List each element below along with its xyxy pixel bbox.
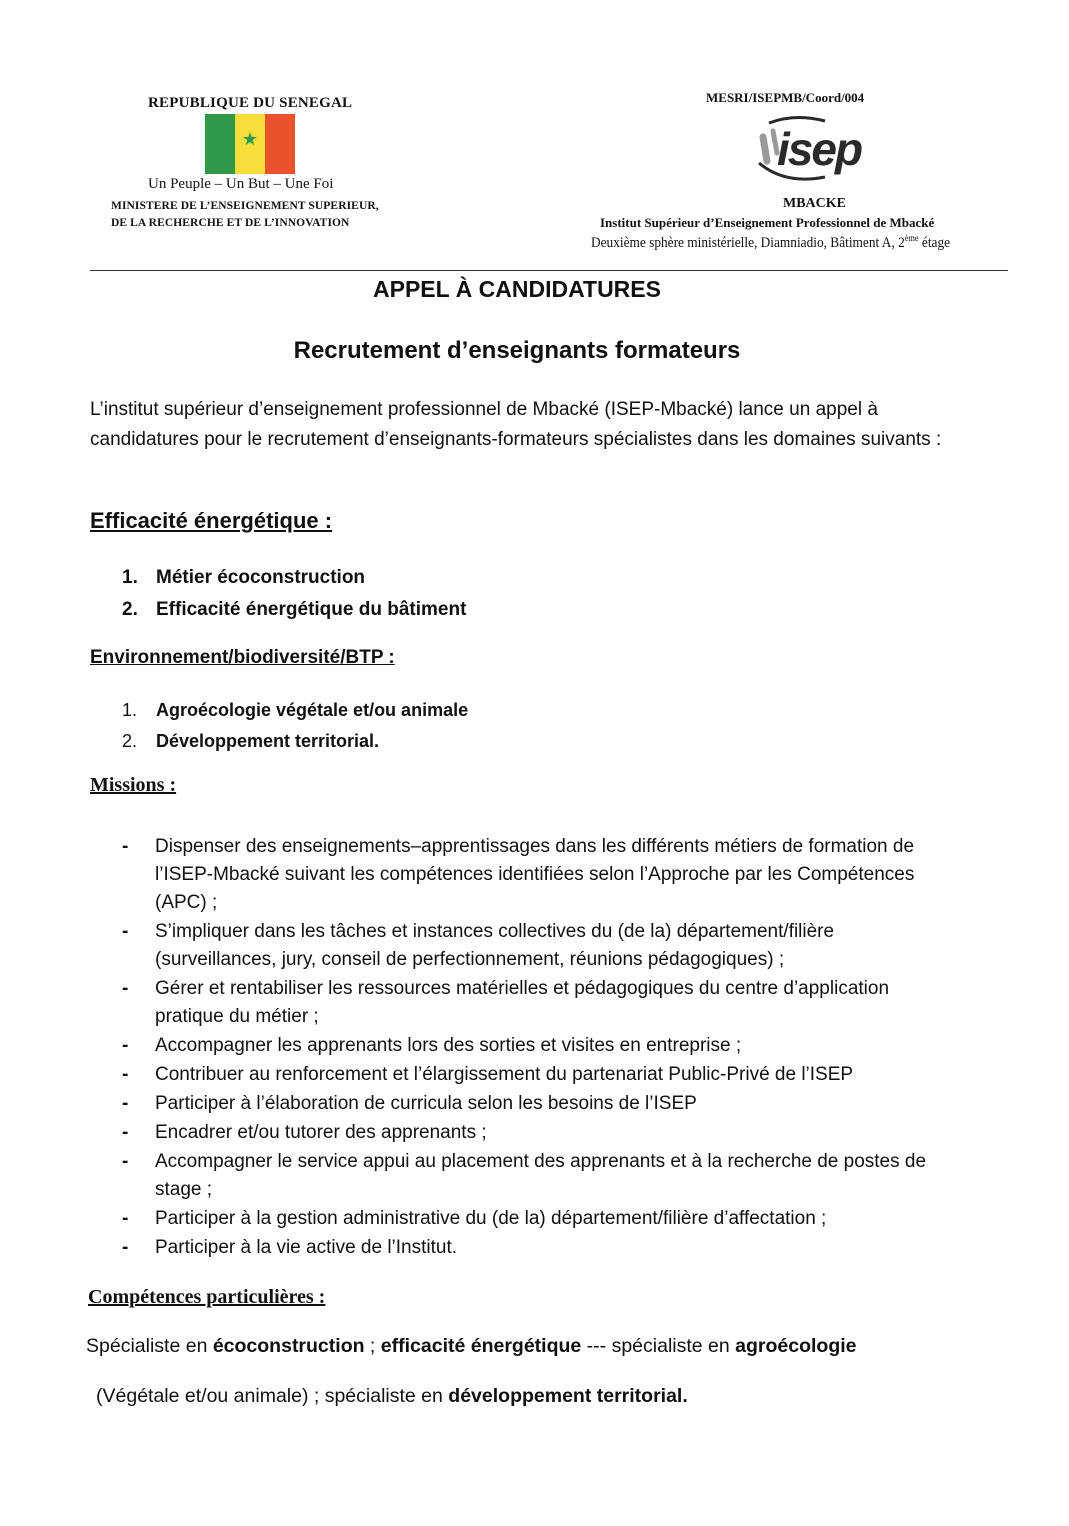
bullet: -	[122, 836, 129, 857]
competences-line-1	[86, 1335, 857, 1358]
item-text: Efficacité énergétique du bâtiment	[156, 599, 467, 620]
list-item	[122, 562, 466, 594]
bullet: -	[122, 1064, 129, 1085]
page-subtitle: Recrutement d’enseignants formateurs	[293, 337, 741, 364]
ministry-line-1: MINISTERE DE L’ENSEIGNEMENT SUPERIEUR,	[111, 200, 379, 212]
institute-address	[591, 233, 950, 252]
list-item	[122, 1061, 952, 1089]
item-text: S’impliquer dans les tâches et instances collectives du (de la) département/filière (surveillances, jury, conseil de perfectionnement, réunions pédagogiques) ;	[155, 921, 835, 970]
item-text: Accompagner les apprenants lors des sorties et visites en entreprise ;	[155, 1035, 742, 1056]
bullet: -	[122, 1151, 129, 1172]
list-item	[122, 695, 468, 726]
bullet: -	[122, 978, 129, 999]
bullet: -	[122, 1122, 129, 1143]
isep-logo	[755, 115, 875, 187]
isep-logo-text: isep	[777, 123, 862, 175]
item-number: 2.	[122, 731, 138, 751]
flag-yellow-band	[235, 114, 265, 174]
item-text: Contribuer au renforcement et l’élargissement du partenariat Public-Privé de l’ISEP	[155, 1064, 854, 1085]
list-item	[122, 833, 952, 917]
ministry-name	[111, 198, 379, 232]
text-segment: efficacité énergétique	[380, 1335, 582, 1357]
institute-city: MBACKE	[783, 196, 846, 211]
item-text: Encadrer et/ou tutorer des apprenants ;	[155, 1122, 487, 1143]
intro-paragraph: L’institut supérieur d’enseignement professionnel de Mbacké (ISEP-Mbacké) lance un appel à candidatures pour le recrutement d’enseignants-formateurs spécialistes dans les domaines suivants :	[90, 399, 942, 450]
text-segment: développement territorial.	[448, 1385, 688, 1407]
environnement-list	[122, 695, 468, 757]
text-segment: écoconstruction	[212, 1335, 365, 1357]
list-item	[122, 918, 952, 974]
item-text: Participer à la gestion administrative du (de la) département/filière d’affectation ;	[155, 1208, 827, 1229]
list-item	[122, 1090, 952, 1118]
missions-list	[122, 833, 952, 1263]
heading-missions: Missions :	[90, 774, 177, 796]
national-motto: Un Peuple – Un But – Une Foi	[148, 176, 334, 192]
heading-efficacite: Efficacité énergétique :	[90, 508, 333, 533]
bullet: -	[122, 921, 129, 942]
address-superscript: ème	[904, 233, 919, 243]
bullet: -	[122, 1093, 129, 1114]
header-divider	[90, 270, 1008, 271]
item-text: Participer à la vie active de l’Institut.	[155, 1237, 458, 1258]
text-segment: agroécologie	[735, 1335, 857, 1357]
item-text: Gérer et rentabiliser les ressources matérielles et pédagogiques du centre d’application pratique du métier ;	[155, 978, 890, 1027]
bullet: -	[122, 1035, 129, 1056]
bullet: -	[122, 1208, 129, 1229]
text-segment: (Végétale et/ou animale) ; spécialiste en	[96, 1385, 449, 1407]
list-item	[122, 1234, 952, 1262]
bullet: -	[122, 1237, 129, 1258]
item-text: Accompagner le service appui au placement des apprenants et à la recherche de postes de stage ;	[155, 1151, 927, 1200]
heading-competences: Compétences particulières :	[88, 1286, 326, 1308]
item-number: 1.	[122, 700, 138, 720]
item-text: Participer à l’élaboration de curricula selon les besoins de l’ISEP	[155, 1093, 697, 1114]
isep-logo-icon	[755, 115, 875, 187]
competences-line-2	[96, 1385, 688, 1408]
item-number: 1.	[122, 567, 138, 588]
list-item	[122, 1032, 952, 1060]
text-segment: ;	[364, 1335, 381, 1357]
country-title: REPUBLIQUE DU SENEGAL	[148, 95, 353, 111]
flag-green-band	[205, 114, 235, 174]
item-text: Dispenser des enseignements–apprentissages dans les différents métiers de formation de l’ISEP-Mbacké suivant les compétences identifiées selon l’Approche par les Compétences (APC) ;	[155, 836, 915, 913]
list-item	[122, 1148, 952, 1204]
item-text: Développement territorial.	[156, 731, 380, 751]
list-item	[122, 1205, 952, 1233]
page-title: APPEL À CANDIDATURES	[373, 276, 661, 302]
text-segment: Spécialiste en	[86, 1335, 213, 1357]
flag-star-icon: ★	[241, 129, 259, 150]
list-item	[122, 594, 466, 626]
list-item	[122, 726, 468, 757]
institute-name: Institut Supérieur d’Enseignement Professionnel de Mbacké	[600, 215, 935, 230]
heading-environnement: Environnement/biodiversité/BTP :	[90, 647, 395, 668]
address-main: Deuxième sphère ministérielle, Diamniadio, Bâtiment A, 2	[591, 234, 905, 251]
item-text: Métier écoconstruction	[156, 567, 366, 588]
text-segment: --- spécialiste en	[581, 1335, 736, 1357]
list-item	[122, 975, 952, 1031]
ministry-line-2: DE LA RECHERCHE ET DE L’INNOVATION	[111, 217, 350, 229]
flag-red-band	[265, 114, 295, 174]
document-reference: MESRI/ISEPMB/Coord/004	[706, 90, 865, 105]
address-end: étage	[918, 234, 951, 251]
item-number: 2.	[122, 599, 138, 620]
item-text: Agroécologie végétale et/ou animale	[156, 700, 469, 720]
list-item	[122, 1119, 952, 1147]
efficacite-list	[122, 562, 466, 626]
senegal-flag-icon	[205, 114, 295, 174]
